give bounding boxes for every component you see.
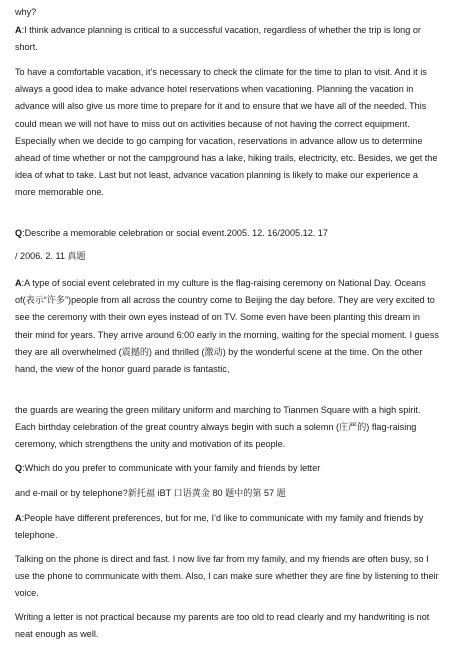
question-prefix: Q (15, 228, 23, 238)
question-text: :Which do you prefer to communicate with your family and friends by letter (22, 463, 321, 473)
paragraph-phone-reasons: Talking on the phone is direct and fast. I now live far from my family, and my friends are often busy, so I use the phone to communicate with them. Also, I can make sure whether they are fine by listening to their voice. (15, 554, 439, 599)
question-text: :Describe a memorable celebration or social event.2005. 12. 16/2005.12. 17 (22, 228, 328, 238)
answer-text: :I think advance planning is critical to a successful vacation, regardless of whether the trip is long or short. (15, 25, 421, 53)
question-prefix: Q (15, 463, 23, 473)
question-celebration (15, 225, 440, 242)
paragraph-letter-reasons: Writing a letter is not practical because my parents are too old to read clearly and my handwriting is not neat enough as well. (15, 612, 430, 640)
answer-prefix: A (15, 278, 22, 288)
line-question-source: and e-mail or by telephone?新托福 iBT 口语黄金 80 题中的第 57 题 (15, 488, 286, 498)
answer-vacation-planning (15, 22, 440, 56)
answer-text: :A type of social event celebrated in my culture is the flag-raising ceremony on National Day. Oceans of(表示“许多”)people from all across the country come to Beijing the day before. They are very excited to see the ceremony with their own eyes instead of on TV. Some even have been planting this dream in their mind for years. They arrive around 6:00 early in the morning, waiting for the special moment. I guess they are all overwhelmed (震撼的) and thrilled (激动) by the wonderful scene at the time. On the other hand, the view of the honor guard parade is fantastic, (15, 278, 439, 375)
answer-prefix: A (15, 25, 22, 35)
answer-text: :People have different preferences, but for me, I’d like to communicate with my family and friends by telephone. (15, 513, 424, 541)
line-exam-date: / 2006. 2. 11 真题 (15, 251, 86, 261)
line-why: why? (15, 7, 37, 17)
question-communication (15, 460, 440, 477)
paragraph-honor-guard: the guards are wearing the green military uniform and marching to Tianmen Square with a high spirit. Each birthday celebration of the great country always begin with such a solemn (庄严的) flag-raising ceremony, which strengthens the unity and motivation of its people. (15, 405, 421, 450)
answer-flag-raising (15, 275, 440, 378)
answer-prefix: A (15, 513, 22, 523)
answer-telephone (15, 510, 440, 544)
paragraph-vacation-details: To have a comfortable vacation, it’s necessary to check the climate for the time to plan to visit. And it is always a good idea to make advance hotel reservations when vacationing. Planning the vacation in advance will also give us more time to prepare for it and to ensure that we have all of the needed. This could mean we will not have to miss out on activities because of not having the correct equipment. Especially when we decide to go camping for vacation, reservations in advance allow us to determine ahead of time whether or not the campground has a lake, hiking trails, electricity, etc. Besides, we get the idea of what to take. Last but not least, advance vacation planning is likely to make our experience a more memorable one. (15, 67, 438, 198)
